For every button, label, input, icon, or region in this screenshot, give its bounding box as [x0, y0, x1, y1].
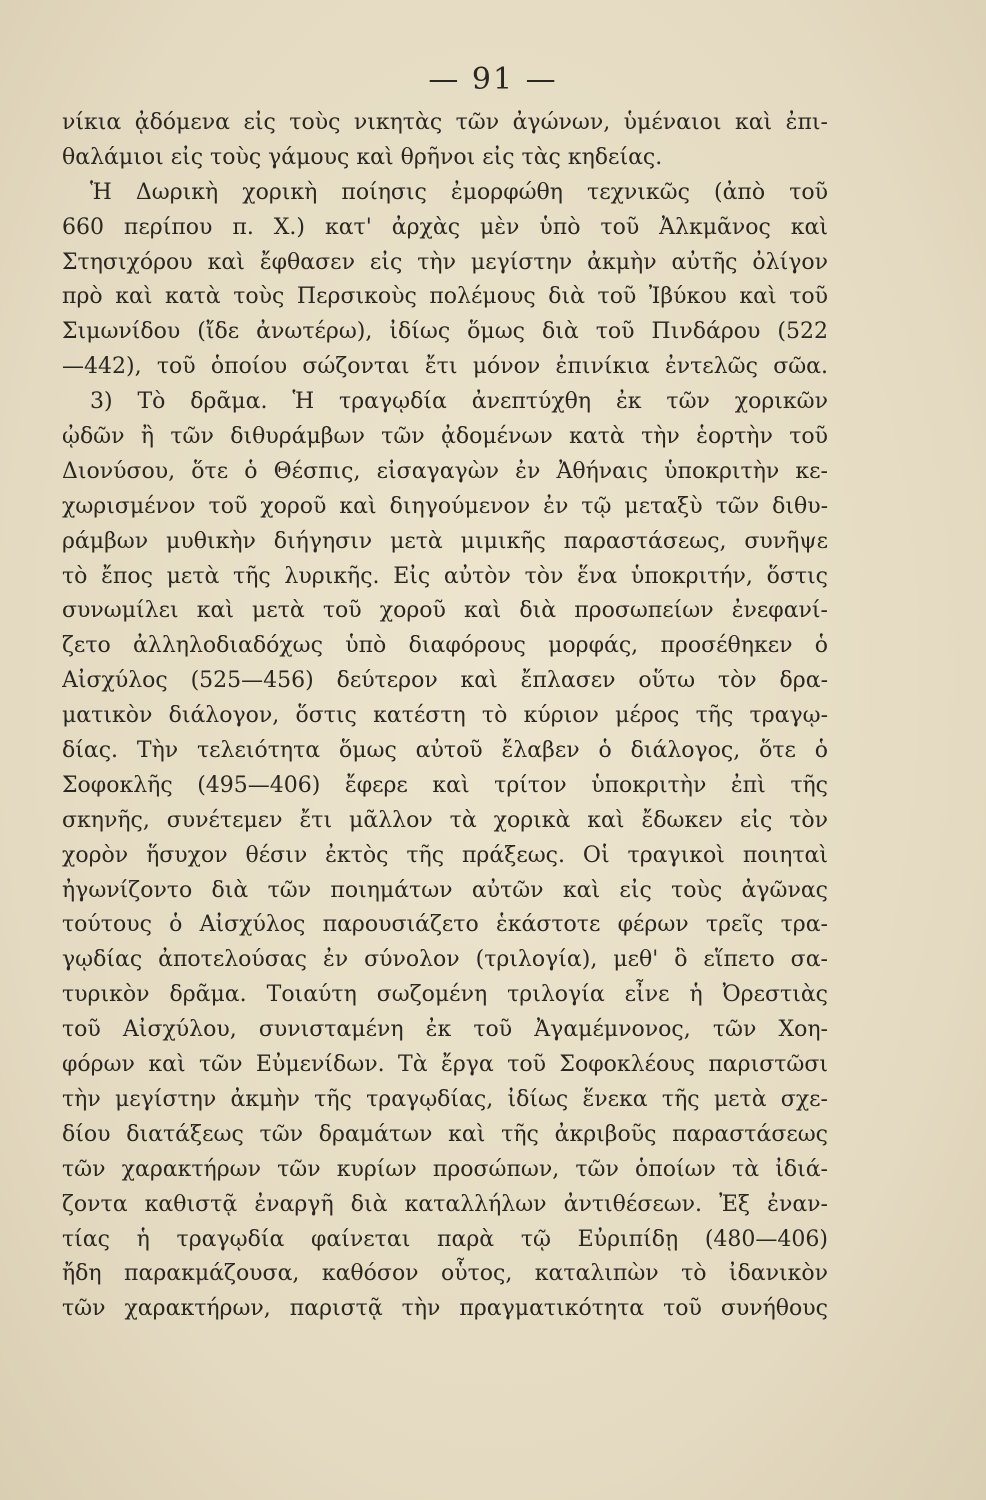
text-line: δίου διατάξεως τῶν δραμάτων καὶ τῆς ἀκριβοῦς παραστάσεως — [62, 1121, 828, 1147]
text-line: ράμβων μυθικὴν διήγησιν μετὰ μιμικῆς παραστάσεως, συνῆψε — [62, 528, 828, 554]
text-line: τυρικὸν δρᾶμα. Τοιαύτη σωζομένη τριλογία εἶνε ἡ Ὀρεστιὰς — [62, 982, 828, 1008]
text-line: νίκια ᾀδόμενα εἰς τοὺς νικητὰς τῶν ἀγώνων, ὑμέναιοι καὶ ἐπι- — [62, 110, 828, 135]
text-line: τοῦ Αἰσχύλου, συνισταμένη ἐκ τοῦ Ἀγαμέμνονος, τῶν Χοη- — [62, 1017, 828, 1043]
text-line: Σοφοκλῆς (495—406) ἔφερε καὶ τρίτον ὑποκριτὴν ἐπὶ τῆς — [62, 772, 828, 798]
text-line: τῶν χαρακτήρων τῶν κυρίων προσώπων, τῶν ὁποίων τὰ ἰδιά- — [62, 1156, 828, 1182]
text-line: τὴν μεγίστην ἀκμὴν τῆς τραγῳδίας, ἰδίως ἕνεκα τῆς μετὰ σχε- — [62, 1086, 828, 1112]
text-line: Αἰσχύλος (525—456) δεύτερον καὶ ἔπλασεν οὕτω τὸν δρα- — [62, 668, 828, 694]
text-line: φόρων καὶ τῶν Εὐμενίδων. Τὰ ἔργα τοῦ Σοφοκλέους παριστῶσι — [62, 1052, 828, 1078]
text-line: Ἡ Δωρικὴ χορικὴ ποίησις ἐμορφώθη τεχνικῶς (ἀπὸ τοῦ — [90, 179, 828, 205]
text-line: Στησιχόρου καὶ ἔφθασεν εἰς τὴν μεγίστην ἀκμὴν αὐτῆς ὀλίγον — [62, 249, 828, 275]
text-line: Διονύσου, ὅτε ὁ Θέσπις, εἰσαγαγὼν ἐν Ἀθήναις ὑποκριτὴν κε- — [62, 458, 828, 484]
text-line: τὸ ἔπος μετὰ τῆς λυρικῆς. Εἰς αὐτὸν τὸν ἕνα ὑποκριτήν, ὅστις — [62, 563, 828, 589]
text-line: ζετο ἀλληλοδιαδόχως ὑπὸ διαφόρους μορφάς, προσέθηκεν ὁ — [62, 633, 828, 659]
text-line: 660 περίπου π. Χ.) κατ' ἀρχὰς μὲν ὑπὸ τοῦ Ἀλκμᾶνος καὶ — [62, 214, 828, 240]
text-line: θαλάμιοι εἰς τοὺς γάμους καὶ θρῆνοι εἰς τὰς κηδείας. — [62, 144, 663, 170]
text-line: Σιμωνίδου (ἴδε ἀνωτέρω), ἰδίως ὅμως διὰ τοῦ Πινδάρου (522 — [62, 319, 828, 345]
text-line: γῳδίας ἀποτελούσας ἐν σύνολον (τριλογία), μεθ' ὃ εἵπετο σα- — [62, 947, 828, 973]
text-line: 3) Τὸ δρᾶμα. Ἡ τραγῳδία ἀνεπτύχθη ἐκ τῶν χορικῶν — [90, 389, 828, 415]
text-line: ματικὸν διάλογον, ὅστις κατέστη τὸ κύριον μέρος τῆς τραγῳ- — [62, 703, 828, 729]
text-line: τούτους ὁ Αἰσχύλος παρουσιάζετο ἑκάστοτε φέρων τρεῖς τρα- — [62, 912, 828, 938]
text-line: ἠγωνίζοντο διὰ τῶν ποιημάτων αὐτῶν καὶ εἰς τοὺς ἀγῶνας — [62, 877, 828, 903]
text-line: ἤδη παρακμάζουσα, καθόσον οὗτος, καταλιπὼν τὸ ἰδανικὸν — [62, 1261, 828, 1287]
text-line: δίας. Τὴν τελειότητα ὅμως αὐτοῦ ἔλαβεν ὁ διάλογος, ὅτε ὁ — [62, 738, 828, 764]
text-line: ζοντα καθιστᾷ ἐναργῆ διὰ καταλλήλων ἀντιθέσεων. Ἐξ ἐναν- — [62, 1191, 828, 1217]
text-line: —442), τοῦ ὁποίου σώζονται ἔτι μόνον ἐπινίκια ἐντελῶς σῶα. — [62, 354, 828, 380]
text-line: συνωμίλει καὶ μετὰ τοῦ χοροῦ καὶ διὰ προσωπείων ἐνεφανί- — [62, 598, 828, 624]
page-number: — 91 — — [428, 62, 558, 97]
body-text — [62, 106, 828, 1327]
text-line: πρὸ καὶ κατὰ τοὺς Περσικοὺς πολέμους διὰ τοῦ Ἰβύκου καὶ τοῦ — [62, 284, 828, 310]
text-line: χορὸν ἥσυχον θέσιν ἐκτὸς τῆς πράξεως. Οἱ τραγικοὶ ποιηταὶ — [62, 842, 828, 868]
text-line: χωρισμένον τοῦ χοροῦ καὶ διηγούμενον ἐν τῷ μεταξὺ τῶν διθυ- — [62, 493, 828, 519]
text-line: σκηνῆς, συνέτεμεν ἔτι μᾶλλον τὰ χορικὰ καὶ ἔδωκεν εἰς τὸν — [62, 807, 828, 833]
text-line: τίας ἡ τραγῳδία φαίνεται παρὰ τῷ Εὐριπίδῃ (480—406) — [62, 1226, 828, 1252]
text-line: ᾠδῶν ἢ τῶν διθυράμβων τῶν ᾀδομένων κατὰ τὴν ἑορτὴν τοῦ — [62, 424, 828, 450]
text-line: τῶν χαρακτήρων, παριστᾷ τὴν πραγματικότητα τοῦ συνήθους — [62, 1296, 828, 1322]
